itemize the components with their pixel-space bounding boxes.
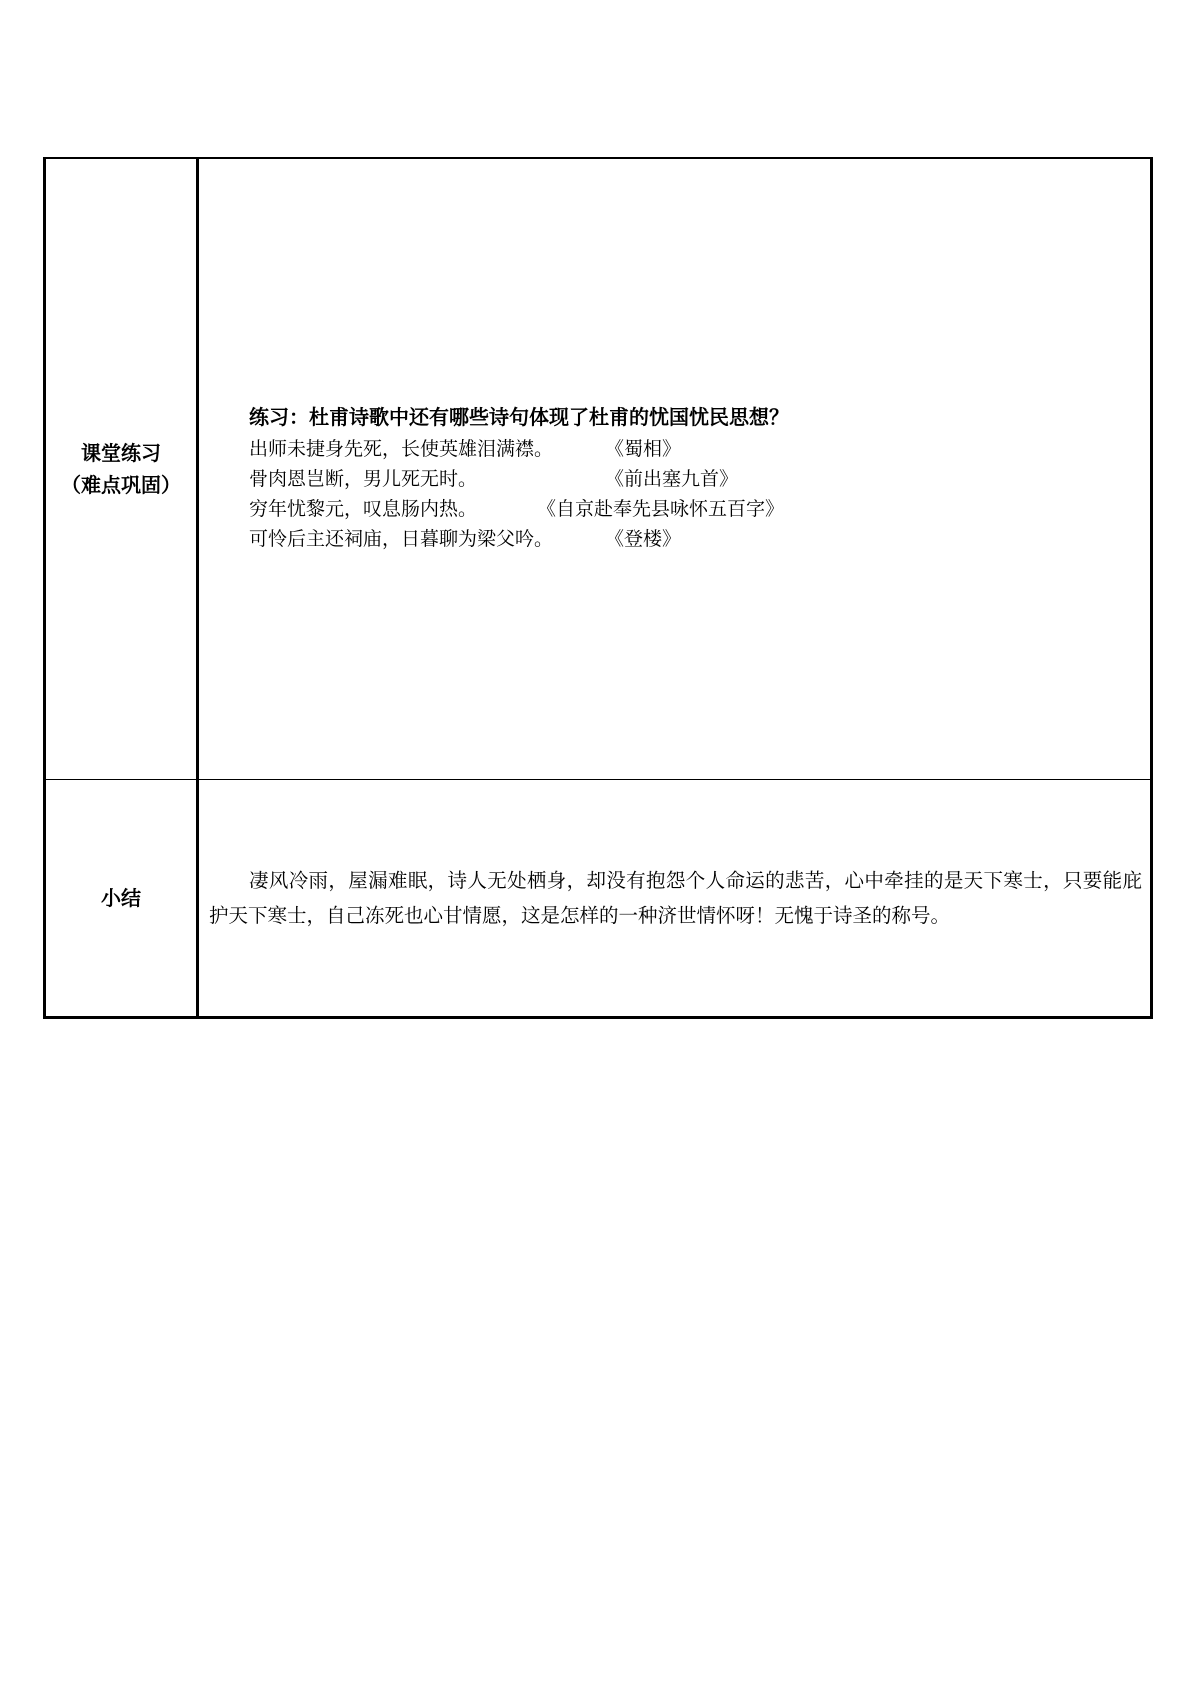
poem-verse: 可怜后主还祠庙，日暮聊为梁父吟。 xyxy=(249,528,554,550)
summary-label: 小结 xyxy=(101,886,141,910)
practice-label-cell xyxy=(45,158,198,780)
summary-label-cell xyxy=(45,780,198,1018)
poem-line xyxy=(249,434,1150,464)
poem-verse: 出师未捷身先死，长使英雄泪满襟。 xyxy=(249,438,554,460)
poem-line xyxy=(249,464,1150,494)
poem-source: 《蜀相》 xyxy=(605,438,682,460)
poem-line xyxy=(249,494,1150,524)
poem-source: 《登楼》 xyxy=(605,528,682,550)
poem-source: 《自京赴奉先县咏怀五百字》 xyxy=(537,498,785,520)
practice-label: 课堂练习 xyxy=(81,441,161,465)
poem-verse: 骨肉恩岂断，男儿死无时。 xyxy=(249,468,478,490)
practice-content-cell xyxy=(198,158,1152,780)
poem-source: 《前出塞九首》 xyxy=(605,468,739,490)
practice-row xyxy=(45,158,1152,780)
summary-row xyxy=(45,780,1152,1018)
practice-heading: 练习：杜甫诗歌中还有哪些诗句体现了杜甫的忧国忧民思想？ xyxy=(249,405,789,429)
poem-verse: 穷年忧黎元，叹息肠内热。 xyxy=(249,498,478,520)
poem-line xyxy=(249,524,1150,554)
practice-sublabel: （难点巩固） xyxy=(61,473,181,497)
summary-content-cell xyxy=(198,780,1152,1018)
summary-text: 凄风冷雨，屋漏难眠，诗人无处栖身，却没有抱怨个人命运的悲苦，心中牵挂的是天下寒士，只要能庇护天下寒士，自己冻死也心甘情愿，这是怎样的一种济世情怀呀！无愧于诗圣的称号。 xyxy=(209,869,1142,927)
lesson-plan-table xyxy=(43,157,1153,1019)
practice-content xyxy=(199,384,1150,554)
